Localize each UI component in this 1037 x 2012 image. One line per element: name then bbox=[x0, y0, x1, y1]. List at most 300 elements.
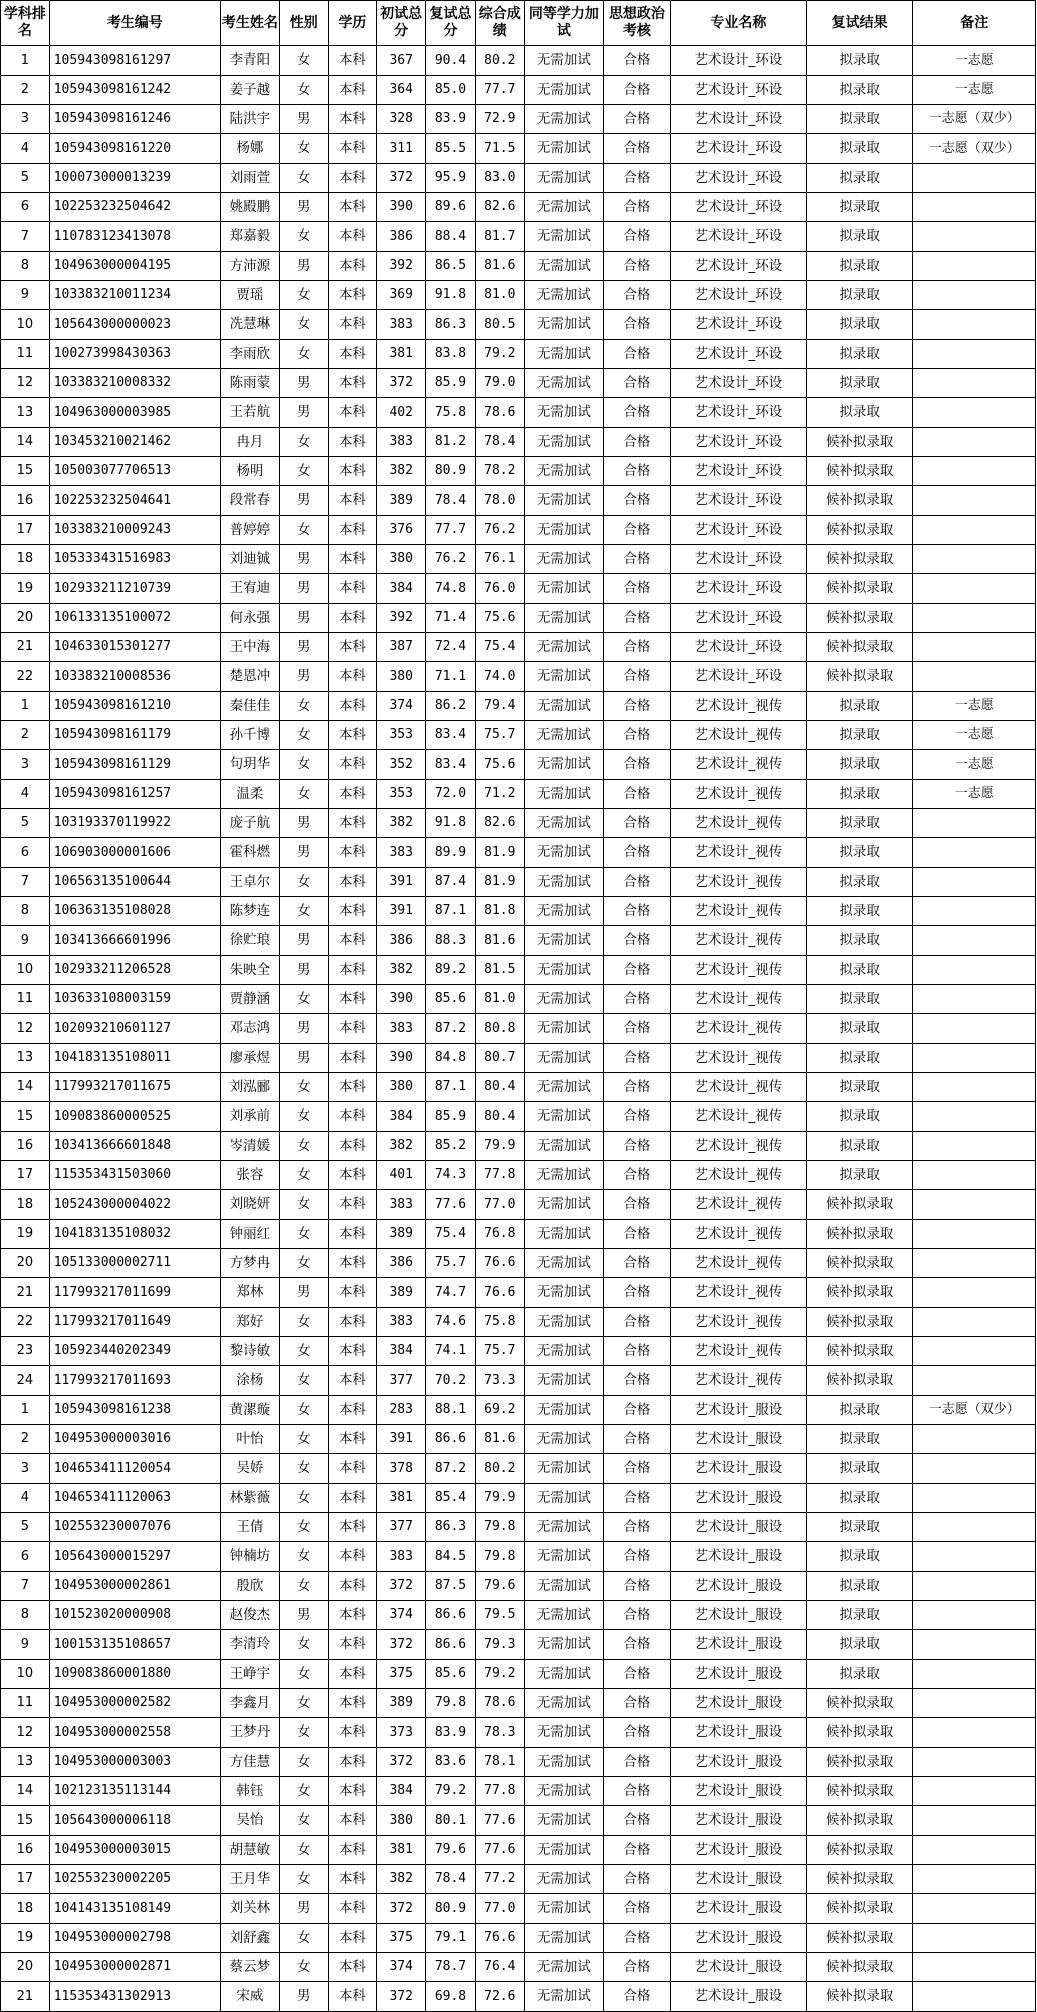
cell-retest-score: 80.1 bbox=[426, 1806, 476, 1836]
cell-political-review: 合格 bbox=[604, 428, 671, 457]
cell-gender: 女 bbox=[279, 1953, 328, 1982]
cell-education: 本科 bbox=[328, 1777, 377, 1806]
cell-gender: 女 bbox=[279, 1484, 328, 1513]
cell-candidate-id: 104963000004195 bbox=[49, 252, 220, 281]
cell-candidate-id: 117993217011675 bbox=[49, 1073, 220, 1102]
cell-name: 郑嘉毅 bbox=[220, 222, 279, 252]
cell-remarks: 一志愿 bbox=[913, 46, 1036, 76]
cell-preliminary-score: 372 bbox=[377, 369, 426, 398]
cell-preliminary-score: 386 bbox=[377, 222, 426, 252]
cell-equivalent-exam: 无需加试 bbox=[524, 662, 603, 692]
cell-total-score: 81.5 bbox=[475, 956, 524, 985]
cell-candidate-id: 104953000003015 bbox=[49, 1836, 220, 1865]
cell-name: 刘关林 bbox=[220, 1894, 279, 1924]
cell-total-score: 80.7 bbox=[475, 1044, 524, 1073]
cell-rank: 7 bbox=[1, 222, 50, 252]
cell-retest-result: 拟录取 bbox=[806, 838, 913, 868]
cell-education: 本科 bbox=[328, 310, 377, 340]
cell-preliminary-score: 401 bbox=[377, 1161, 426, 1190]
cell-total-score: 75.8 bbox=[475, 1308, 524, 1337]
cell-education: 本科 bbox=[328, 692, 377, 721]
cell-name: 刘迪铖 bbox=[220, 545, 279, 574]
cell-equivalent-exam: 无需加试 bbox=[524, 310, 603, 340]
table-row bbox=[1, 633, 1036, 662]
cell-gender: 女 bbox=[279, 1748, 328, 1777]
cell-gender: 女 bbox=[279, 985, 328, 1014]
cell-retest-score: 87.1 bbox=[426, 897, 476, 926]
cell-political-review: 合格 bbox=[604, 838, 671, 868]
cell-political-review: 合格 bbox=[604, 76, 671, 105]
cell-preliminary-score: 372 bbox=[377, 1982, 426, 2012]
cell-candidate-id: 115353431302913 bbox=[49, 1982, 220, 2012]
cell-candidate-id: 117993217011699 bbox=[49, 1278, 220, 1308]
cell-preliminary-score: 372 bbox=[377, 1572, 426, 1601]
cell-name: 李清玲 bbox=[220, 1630, 279, 1660]
cell-candidate-id: 100273998430363 bbox=[49, 340, 220, 369]
cell-gender: 女 bbox=[279, 1836, 328, 1865]
cell-retest-score: 89.2 bbox=[426, 956, 476, 985]
cell-remarks bbox=[913, 1630, 1036, 1660]
cell-rank: 18 bbox=[1, 1190, 50, 1220]
cell-political-review: 合格 bbox=[604, 193, 671, 222]
cell-major: 艺术设计_视传 bbox=[670, 1190, 806, 1220]
table-row bbox=[1, 1748, 1036, 1777]
cell-major: 艺术设计_环设 bbox=[670, 46, 806, 76]
cell-candidate-id: 104953000002582 bbox=[49, 1689, 220, 1718]
cell-rank: 11 bbox=[1, 340, 50, 369]
cell-retest-score: 85.4 bbox=[426, 1484, 476, 1513]
table-row bbox=[1, 1894, 1036, 1924]
cell-education: 本科 bbox=[328, 134, 377, 164]
cell-name: 刘承前 bbox=[220, 1102, 279, 1132]
cell-major: 艺术设计_视传 bbox=[670, 1044, 806, 1073]
cell-education: 本科 bbox=[328, 1484, 377, 1513]
cell-major: 艺术设计_视传 bbox=[670, 780, 806, 809]
cell-retest-result: 候补拟录取 bbox=[806, 1748, 913, 1777]
cell-gender: 女 bbox=[279, 1425, 328, 1454]
cell-total-score: 82.6 bbox=[475, 809, 524, 838]
header-row bbox=[1, 1, 1036, 46]
cell-education: 本科 bbox=[328, 1396, 377, 1425]
cell-gender: 女 bbox=[279, 1132, 328, 1161]
cell-equivalent-exam: 无需加试 bbox=[524, 1454, 603, 1484]
cell-gender: 女 bbox=[279, 1249, 328, 1278]
table-row bbox=[1, 662, 1036, 692]
cell-preliminary-score: 374 bbox=[377, 1601, 426, 1630]
cell-rank: 10 bbox=[1, 1660, 50, 1689]
cell-major: 艺术设计_视传 bbox=[670, 1014, 806, 1044]
cell-major: 艺术设计_服设 bbox=[670, 1806, 806, 1836]
cell-gender: 男 bbox=[279, 956, 328, 985]
cell-political-review: 合格 bbox=[604, 516, 671, 545]
cell-preliminary-score: 382 bbox=[377, 457, 426, 486]
cell-gender: 男 bbox=[279, 369, 328, 398]
cell-gender: 女 bbox=[279, 340, 328, 369]
cell-remarks bbox=[913, 868, 1036, 897]
cell-equivalent-exam: 无需加试 bbox=[524, 1014, 603, 1044]
cell-candidate-id: 105943098161210 bbox=[49, 692, 220, 721]
cell-candidate-id: 106563135100644 bbox=[49, 868, 220, 897]
cell-equivalent-exam: 无需加试 bbox=[524, 1396, 603, 1425]
cell-remarks bbox=[913, 222, 1036, 252]
cell-retest-score: 86.6 bbox=[426, 1425, 476, 1454]
cell-retest-result: 候补拟录取 bbox=[806, 516, 913, 545]
cell-gender: 女 bbox=[279, 1572, 328, 1601]
cell-political-review: 合格 bbox=[604, 1249, 671, 1278]
cell-equivalent-exam: 无需加试 bbox=[524, 1982, 603, 2012]
cell-total-score: 81.6 bbox=[475, 252, 524, 281]
cell-remarks bbox=[913, 1425, 1036, 1454]
header-gender: 性别 bbox=[279, 1, 328, 46]
cell-political-review: 合格 bbox=[604, 926, 671, 956]
cell-gender: 女 bbox=[279, 1190, 328, 1220]
cell-retest-result: 拟录取 bbox=[806, 1396, 913, 1425]
cell-total-score: 79.9 bbox=[475, 1484, 524, 1513]
cell-political-review: 合格 bbox=[604, 457, 671, 486]
cell-education: 本科 bbox=[328, 750, 377, 780]
cell-retest-score: 72.0 bbox=[426, 780, 476, 809]
cell-name: 黎诗敏 bbox=[220, 1337, 279, 1366]
cell-equivalent-exam: 无需加试 bbox=[524, 457, 603, 486]
cell-retest-score: 83.6 bbox=[426, 1748, 476, 1777]
cell-retest-result: 拟录取 bbox=[806, 750, 913, 780]
table-row bbox=[1, 1542, 1036, 1572]
cell-rank: 10 bbox=[1, 310, 50, 340]
cell-retest-score: 86.6 bbox=[426, 1601, 476, 1630]
cell-retest-score: 74.6 bbox=[426, 1308, 476, 1337]
cell-rank: 15 bbox=[1, 457, 50, 486]
cell-education: 本科 bbox=[328, 1278, 377, 1308]
cell-retest-score: 79.1 bbox=[426, 1924, 476, 1953]
cell-rank: 16 bbox=[1, 1132, 50, 1161]
cell-remarks bbox=[913, 398, 1036, 428]
cell-remarks bbox=[913, 1278, 1036, 1308]
cell-preliminary-score: 311 bbox=[377, 134, 426, 164]
cell-rank: 1 bbox=[1, 1396, 50, 1425]
header-preliminary-score: 初试总分 bbox=[377, 1, 426, 46]
cell-gender: 女 bbox=[279, 1718, 328, 1748]
cell-remarks bbox=[913, 1454, 1036, 1484]
cell-total-score: 69.2 bbox=[475, 1396, 524, 1425]
cell-education: 本科 bbox=[328, 1337, 377, 1366]
cell-total-score: 78.2 bbox=[475, 457, 524, 486]
cell-education: 本科 bbox=[328, 1220, 377, 1249]
cell-political-review: 合格 bbox=[604, 1660, 671, 1689]
header-equivalent-exam: 同等学力加试 bbox=[524, 1, 603, 46]
cell-rank: 21 bbox=[1, 1278, 50, 1308]
cell-total-score: 75.4 bbox=[475, 633, 524, 662]
cell-retest-result: 拟录取 bbox=[806, 340, 913, 369]
cell-equivalent-exam: 无需加试 bbox=[524, 809, 603, 838]
cell-education: 本科 bbox=[328, 1806, 377, 1836]
cell-retest-score: 85.9 bbox=[426, 1102, 476, 1132]
cell-retest-result: 拟录取 bbox=[806, 398, 913, 428]
cell-retest-result: 拟录取 bbox=[806, 692, 913, 721]
cell-name: 殷欣 bbox=[220, 1572, 279, 1601]
cell-equivalent-exam: 无需加试 bbox=[524, 1718, 603, 1748]
cell-remarks: 一志愿（双少） bbox=[913, 105, 1036, 134]
cell-political-review: 合格 bbox=[604, 662, 671, 692]
cell-retest-result: 拟录取 bbox=[806, 193, 913, 222]
cell-equivalent-exam: 无需加试 bbox=[524, 545, 603, 574]
cell-remarks bbox=[913, 252, 1036, 281]
cell-education: 本科 bbox=[328, 926, 377, 956]
cell-retest-result: 拟录取 bbox=[806, 1660, 913, 1689]
cell-total-score: 79.2 bbox=[475, 340, 524, 369]
table-row bbox=[1, 897, 1036, 926]
cell-major: 艺术设计_服设 bbox=[670, 1953, 806, 1982]
table-row bbox=[1, 868, 1036, 897]
cell-retest-result: 拟录取 bbox=[806, 985, 913, 1014]
table-body bbox=[1, 46, 1036, 2012]
header-remarks: 备注 bbox=[913, 1, 1036, 46]
cell-retest-result: 拟录取 bbox=[806, 1630, 913, 1660]
cell-equivalent-exam: 无需加试 bbox=[524, 838, 603, 868]
cell-remarks bbox=[913, 164, 1036, 193]
cell-equivalent-exam: 无需加试 bbox=[524, 1660, 603, 1689]
cell-major: 艺术设计_视传 bbox=[670, 926, 806, 956]
header-political-review: 思想政治考核 bbox=[604, 1, 671, 46]
cell-major: 艺术设计_视传 bbox=[670, 750, 806, 780]
cell-rank: 19 bbox=[1, 1924, 50, 1953]
cell-retest-score: 78.4 bbox=[426, 486, 476, 516]
cell-education: 本科 bbox=[328, 1102, 377, 1132]
cell-preliminary-score: 390 bbox=[377, 193, 426, 222]
table-row bbox=[1, 721, 1036, 750]
cell-rank: 6 bbox=[1, 838, 50, 868]
table-row bbox=[1, 1249, 1036, 1278]
cell-gender: 女 bbox=[279, 1366, 328, 1396]
cell-major: 艺术设计_环设 bbox=[670, 457, 806, 486]
cell-rank: 8 bbox=[1, 897, 50, 926]
cell-rank: 7 bbox=[1, 868, 50, 897]
table-row bbox=[1, 1278, 1036, 1308]
cell-equivalent-exam: 无需加试 bbox=[524, 1865, 603, 1894]
cell-major: 艺术设计_环设 bbox=[670, 310, 806, 340]
cell-candidate-id: 102933211210739 bbox=[49, 574, 220, 604]
cell-remarks: 一志愿 bbox=[913, 780, 1036, 809]
cell-preliminary-score: 383 bbox=[377, 838, 426, 868]
cell-retest-score: 77.7 bbox=[426, 516, 476, 545]
cell-name: 李青阳 bbox=[220, 46, 279, 76]
cell-candidate-id: 104953000003016 bbox=[49, 1425, 220, 1454]
cell-preliminary-score: 402 bbox=[377, 398, 426, 428]
cell-preliminary-score: 367 bbox=[377, 46, 426, 76]
cell-name: 廖承煜 bbox=[220, 1044, 279, 1073]
cell-total-score: 77.8 bbox=[475, 1161, 524, 1190]
cell-retest-score: 74.8 bbox=[426, 574, 476, 604]
cell-total-score: 80.4 bbox=[475, 1102, 524, 1132]
table-row bbox=[1, 1513, 1036, 1542]
cell-candidate-id: 104953000003003 bbox=[49, 1748, 220, 1777]
cell-equivalent-exam: 无需加试 bbox=[524, 105, 603, 134]
cell-rank: 6 bbox=[1, 193, 50, 222]
cell-name: 王宥迪 bbox=[220, 574, 279, 604]
cell-retest-score: 95.9 bbox=[426, 164, 476, 193]
cell-major: 艺术设计_服设 bbox=[670, 1748, 806, 1777]
cell-equivalent-exam: 无需加试 bbox=[524, 281, 603, 310]
cell-rank: 13 bbox=[1, 1044, 50, 1073]
cell-total-score: 75.7 bbox=[475, 721, 524, 750]
cell-remarks bbox=[913, 1748, 1036, 1777]
cell-name: 吴娇 bbox=[220, 1454, 279, 1484]
table-row bbox=[1, 1924, 1036, 1953]
cell-total-score: 74.0 bbox=[475, 662, 524, 692]
cell-political-review: 合格 bbox=[604, 868, 671, 897]
cell-preliminary-score: 390 bbox=[377, 985, 426, 1014]
cell-remarks bbox=[913, 604, 1036, 633]
cell-political-review: 合格 bbox=[604, 1014, 671, 1044]
cell-major: 艺术设计_视传 bbox=[670, 721, 806, 750]
cell-equivalent-exam: 无需加试 bbox=[524, 1366, 603, 1396]
cell-name: 楚恩冲 bbox=[220, 662, 279, 692]
cell-education: 本科 bbox=[328, 1132, 377, 1161]
cell-candidate-id: 105643000006118 bbox=[49, 1806, 220, 1836]
cell-gender: 男 bbox=[279, 662, 328, 692]
cell-education: 本科 bbox=[328, 1425, 377, 1454]
cell-equivalent-exam: 无需加试 bbox=[524, 486, 603, 516]
cell-equivalent-exam: 无需加试 bbox=[524, 516, 603, 545]
cell-gender: 男 bbox=[279, 926, 328, 956]
cell-equivalent-exam: 无需加试 bbox=[524, 1601, 603, 1630]
cell-rank: 19 bbox=[1, 574, 50, 604]
cell-preliminary-score: 389 bbox=[377, 1278, 426, 1308]
cell-major: 艺术设计_环设 bbox=[670, 545, 806, 574]
cell-name: 贾瑶 bbox=[220, 281, 279, 310]
cell-political-review: 合格 bbox=[604, 1572, 671, 1601]
cell-rank: 18 bbox=[1, 1894, 50, 1924]
cell-rank: 2 bbox=[1, 1425, 50, 1454]
cell-equivalent-exam: 无需加试 bbox=[524, 956, 603, 985]
cell-political-review: 合格 bbox=[604, 1718, 671, 1748]
cell-preliminary-score: 391 bbox=[377, 868, 426, 897]
cell-gender: 男 bbox=[279, 838, 328, 868]
cell-education: 本科 bbox=[328, 1924, 377, 1953]
cell-name: 涂杨 bbox=[220, 1366, 279, 1396]
cell-preliminary-score: 364 bbox=[377, 76, 426, 105]
cell-preliminary-score: 389 bbox=[377, 1220, 426, 1249]
cell-retest-result: 拟录取 bbox=[806, 76, 913, 105]
cell-major: 艺术设计_服设 bbox=[670, 1454, 806, 1484]
cell-preliminary-score: 392 bbox=[377, 252, 426, 281]
cell-retest-score: 70.2 bbox=[426, 1366, 476, 1396]
cell-candidate-id: 110783123413078 bbox=[49, 222, 220, 252]
cell-name: 段常春 bbox=[220, 486, 279, 516]
cell-rank: 14 bbox=[1, 1777, 50, 1806]
cell-candidate-id: 104183135108011 bbox=[49, 1044, 220, 1073]
cell-name: 王梦丹 bbox=[220, 1718, 279, 1748]
cell-retest-score: 80.9 bbox=[426, 457, 476, 486]
table-row bbox=[1, 1308, 1036, 1337]
cell-total-score: 80.8 bbox=[475, 1014, 524, 1044]
cell-name: 杨娜 bbox=[220, 134, 279, 164]
cell-rank: 14 bbox=[1, 1073, 50, 1102]
cell-candidate-id: 103383210008332 bbox=[49, 369, 220, 398]
cell-education: 本科 bbox=[328, 252, 377, 281]
cell-education: 本科 bbox=[328, 604, 377, 633]
cell-rank: 23 bbox=[1, 1337, 50, 1366]
cell-gender: 女 bbox=[279, 1924, 328, 1953]
cell-rank: 22 bbox=[1, 662, 50, 692]
cell-preliminary-score: 372 bbox=[377, 1748, 426, 1777]
cell-major: 艺术设计_环设 bbox=[670, 164, 806, 193]
cell-political-review: 合格 bbox=[604, 1630, 671, 1660]
cell-equivalent-exam: 无需加试 bbox=[524, 868, 603, 897]
cell-political-review: 合格 bbox=[604, 692, 671, 721]
cell-candidate-id: 106363135108028 bbox=[49, 897, 220, 926]
cell-retest-result: 候补拟录取 bbox=[806, 633, 913, 662]
cell-major: 艺术设计_视传 bbox=[670, 1308, 806, 1337]
cell-rank: 15 bbox=[1, 1102, 50, 1132]
cell-education: 本科 bbox=[328, 457, 377, 486]
cell-name: 陈雨蒙 bbox=[220, 369, 279, 398]
cell-equivalent-exam: 无需加试 bbox=[524, 369, 603, 398]
cell-major: 艺术设计_服设 bbox=[670, 1689, 806, 1718]
cell-total-score: 71.5 bbox=[475, 134, 524, 164]
cell-equivalent-exam: 无需加试 bbox=[524, 1689, 603, 1718]
table-row bbox=[1, 516, 1036, 545]
cell-remarks bbox=[913, 1190, 1036, 1220]
cell-candidate-id: 103453210021462 bbox=[49, 428, 220, 457]
cell-retest-score: 89.9 bbox=[426, 838, 476, 868]
cell-gender: 女 bbox=[279, 1308, 328, 1337]
cell-equivalent-exam: 无需加试 bbox=[524, 1748, 603, 1777]
cell-remarks bbox=[913, 1572, 1036, 1601]
cell-preliminary-score: 383 bbox=[377, 1308, 426, 1337]
cell-preliminary-score: 384 bbox=[377, 1777, 426, 1806]
cell-equivalent-exam: 无需加试 bbox=[524, 134, 603, 164]
cell-total-score: 78.4 bbox=[475, 428, 524, 457]
cell-preliminary-score: 380 bbox=[377, 545, 426, 574]
cell-major: 艺术设计_视传 bbox=[670, 1102, 806, 1132]
cell-major: 艺术设计_视传 bbox=[670, 1132, 806, 1161]
cell-name: 贾静涵 bbox=[220, 985, 279, 1014]
table-row bbox=[1, 428, 1036, 457]
cell-major: 艺术设计_环设 bbox=[670, 398, 806, 428]
cell-education: 本科 bbox=[328, 1073, 377, 1102]
cell-total-score: 76.0 bbox=[475, 574, 524, 604]
cell-retest-result: 拟录取 bbox=[806, 46, 913, 76]
cell-political-review: 合格 bbox=[604, 164, 671, 193]
cell-candidate-id: 105943098161297 bbox=[49, 46, 220, 76]
cell-remarks bbox=[913, 1924, 1036, 1953]
cell-preliminary-score: 381 bbox=[377, 340, 426, 369]
cell-preliminary-score: 373 bbox=[377, 1718, 426, 1748]
cell-candidate-id: 117993217011693 bbox=[49, 1366, 220, 1396]
cell-political-review: 合格 bbox=[604, 398, 671, 428]
cell-retest-score: 75.8 bbox=[426, 398, 476, 428]
cell-equivalent-exam: 无需加试 bbox=[524, 574, 603, 604]
cell-name: 朱映全 bbox=[220, 956, 279, 985]
cell-equivalent-exam: 无需加试 bbox=[524, 1894, 603, 1924]
cell-rank: 7 bbox=[1, 1572, 50, 1601]
cell-major: 艺术设计_环设 bbox=[670, 105, 806, 134]
table-row bbox=[1, 1220, 1036, 1249]
cell-major: 艺术设计_视传 bbox=[670, 1249, 806, 1278]
cell-education: 本科 bbox=[328, 398, 377, 428]
cell-retest-result: 拟录取 bbox=[806, 1161, 913, 1190]
table-row bbox=[1, 1630, 1036, 1660]
table-row bbox=[1, 1102, 1036, 1132]
cell-preliminary-score: 378 bbox=[377, 1454, 426, 1484]
cell-candidate-id: 105943098161220 bbox=[49, 134, 220, 164]
cell-remarks bbox=[913, 281, 1036, 310]
cell-preliminary-score: 353 bbox=[377, 780, 426, 809]
table-row bbox=[1, 1454, 1036, 1484]
cell-remarks: 一志愿 bbox=[913, 750, 1036, 780]
cell-equivalent-exam: 无需加试 bbox=[524, 985, 603, 1014]
cell-candidate-id: 105943098161129 bbox=[49, 750, 220, 780]
